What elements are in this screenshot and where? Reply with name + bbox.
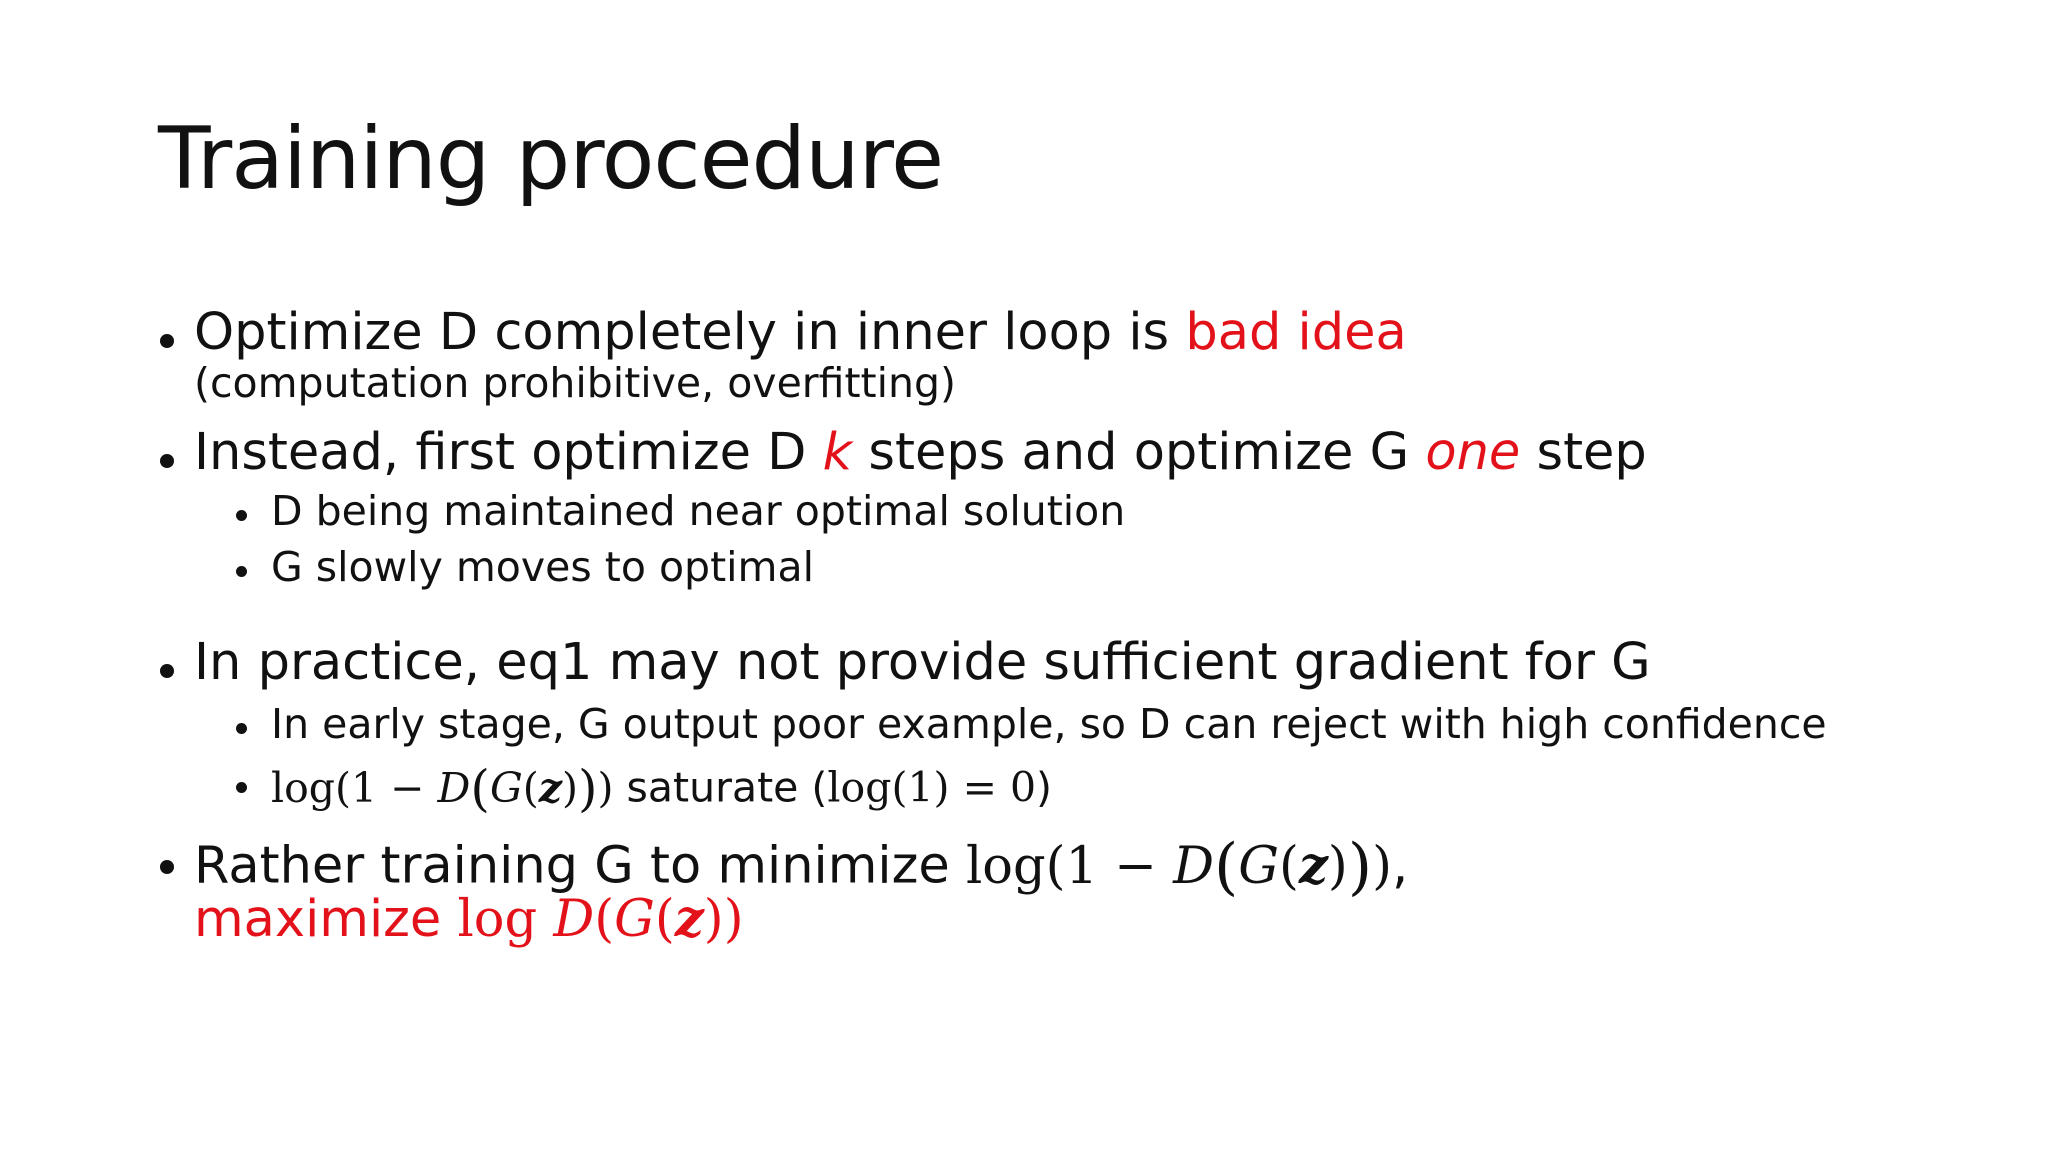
bullet-2-sub-2: G slowly moves to optimal bbox=[271, 543, 814, 591]
bullet-2-one: one bbox=[1425, 423, 1521, 482]
bullet-2-text-2: steps and optimize G bbox=[852, 423, 1426, 482]
bullet-2 bbox=[194, 424, 1647, 483]
bullet-2-text-1: Instead, first optimize D bbox=[194, 423, 823, 482]
bullet-3-sub-2 bbox=[271, 760, 1052, 818]
bullet-dot bbox=[160, 454, 174, 468]
sub-bullet-dot bbox=[236, 566, 247, 577]
sub-bullet-dot bbox=[236, 510, 247, 521]
bullet-2-sub-1: D being maintained near optimal solution bbox=[271, 487, 1126, 535]
bullet-2-text-3: step bbox=[1520, 423, 1647, 482]
bullet-1-text: Optimize D completely in inner loop is bbox=[194, 303, 1186, 362]
bullet-1 bbox=[194, 304, 1407, 363]
slide-title: Training procedure bbox=[158, 109, 944, 209]
sat-close: ) bbox=[1036, 763, 1053, 812]
bullet-dot bbox=[160, 664, 174, 678]
sub-bullet-dot bbox=[236, 723, 247, 734]
formula-maximize: log D(G(z)) bbox=[457, 889, 744, 949]
formula-log1-eq-0: log(1) = 0 bbox=[827, 763, 1037, 812]
bullet-dot bbox=[160, 860, 174, 874]
formula-log-1-minus-dgz: log(1 − D(G(z))) bbox=[271, 759, 614, 817]
formula-minimize: log(1 − D(G(z))) bbox=[965, 829, 1392, 902]
bullet-dot bbox=[160, 334, 174, 348]
sub-bullet-dot bbox=[236, 782, 247, 793]
maximize-text: maximize bbox=[194, 890, 458, 949]
bullet-1-subtext: (computation prohibitive, overfitting) bbox=[194, 359, 957, 407]
bullet-3: In practice, eq1 may not provide sufficient gradient for G bbox=[194, 633, 1651, 692]
saturate-text: saturate bbox=[613, 763, 812, 812]
bullet-4-line-2 bbox=[194, 890, 744, 950]
sat-open: ( bbox=[811, 763, 828, 812]
bullet-4-text: Rather training G to minimize bbox=[194, 836, 966, 896]
bullet-1-highlight: bad idea bbox=[1185, 303, 1407, 362]
bullet-4-comma: , bbox=[1392, 836, 1409, 896]
bullet-3-sub-1: In early stage, G output poor example, so D can reject with high confidence bbox=[271, 700, 1827, 748]
bullet-2-k: k bbox=[822, 423, 853, 482]
